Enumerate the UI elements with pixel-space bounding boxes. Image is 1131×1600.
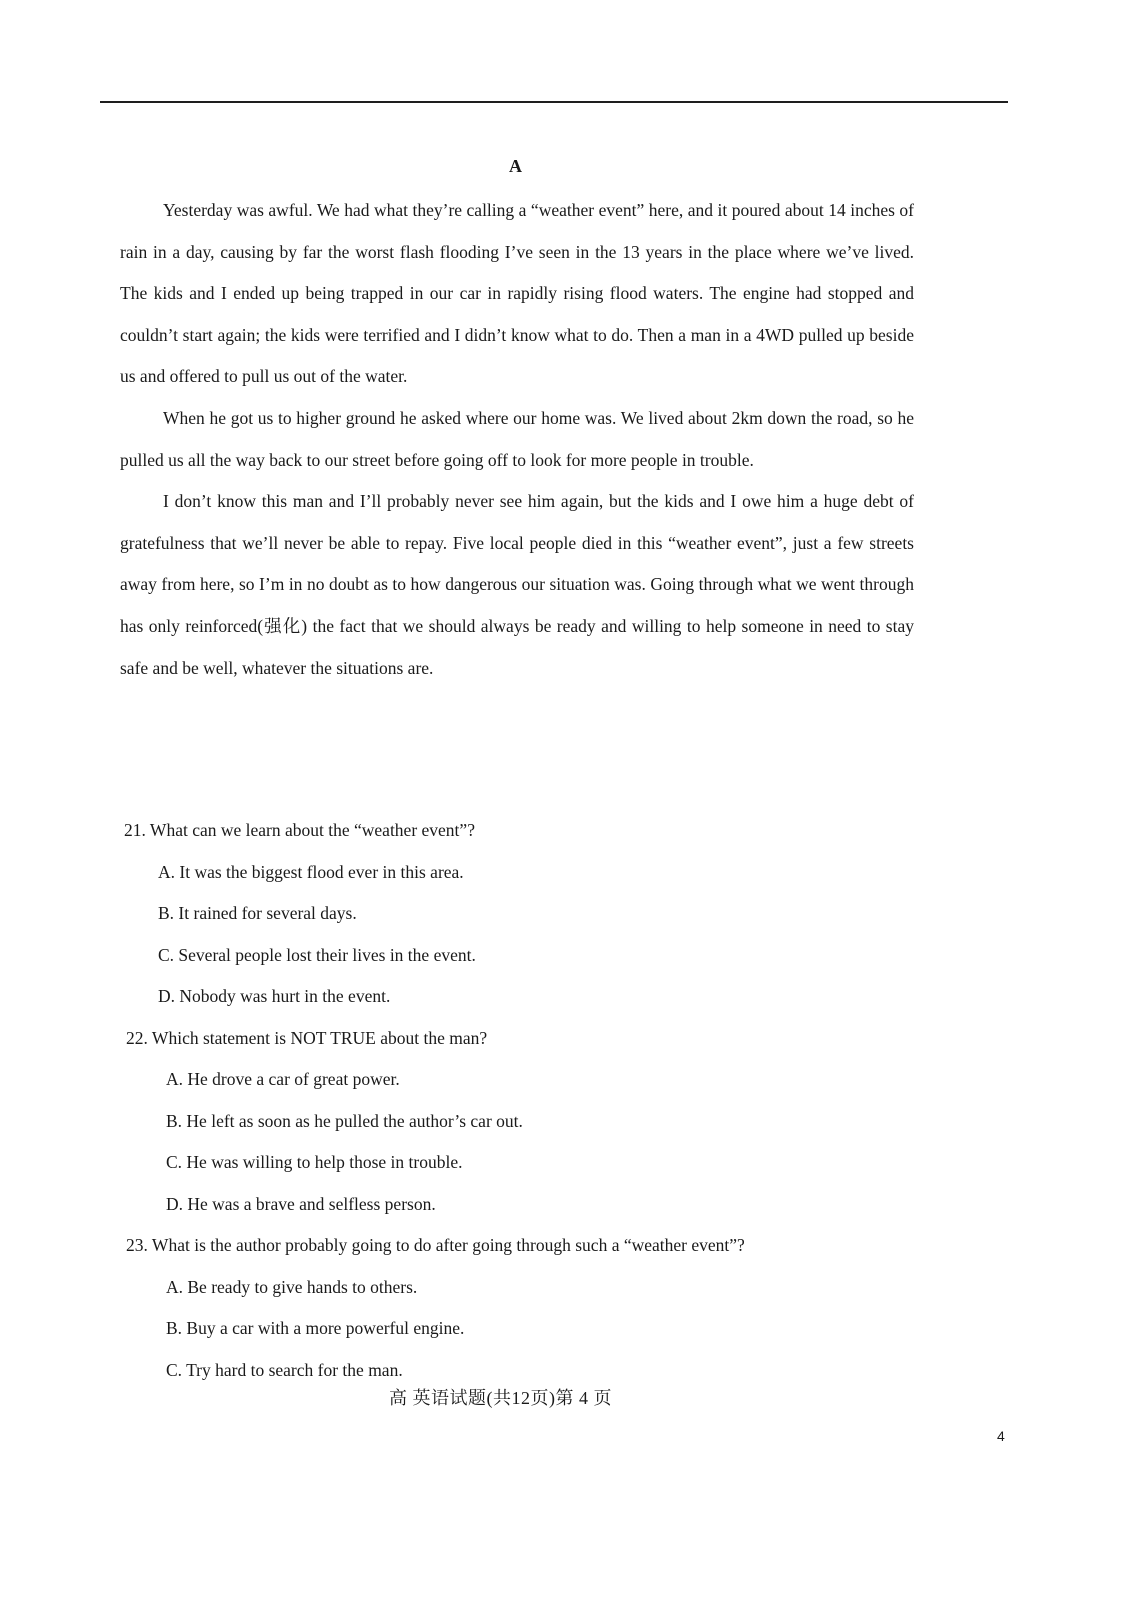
page-footer: 高 英语试题(共12页)第 4 页: [389, 1388, 612, 1408]
reading-passage: [120, 190, 914, 689]
option-list: [126, 1267, 914, 1392]
passage-paragraph: When he got us to higher ground he asked where our home was. We lived about 2km down the road, so he pulled us all the way back to our street before going off to look for more people in trouble.: [120, 407, 914, 470]
option-c: C. Several people lost their lives in the event.: [158, 944, 476, 965]
question-23: [124, 1225, 914, 1391]
option-b: B. He left as soon as he pulled the author’s car out.: [166, 1110, 523, 1131]
option-a: A. He drove a car of great power.: [166, 1069, 400, 1089]
option-d: D. He was a brave and selfless person.: [166, 1193, 436, 1214]
question-stem: 22. Which statement is NOT TRUE about the man?: [126, 1027, 488, 1048]
option-c: C. He was willing to help those in trouble.: [166, 1152, 463, 1172]
option-c: C. Try hard to search for the man.: [166, 1359, 403, 1380]
option-b: B. Buy a car with a more powerful engine.: [166, 1318, 465, 1338]
passage-paragraph: I don’t know this man and I’ll probably never see him again, but the kids and I owe him a huge debt of gratefulness that we’ll never be able to repay. Five local people died in this “weather event”, just a few streets away from here, so I’m in no doubt as to how dangerous our situation was. Going through what we went through has only reinforced(强化) the fact that we should always be ready and willing to help someone in need to stay safe and be well, whatever the situations are.: [120, 491, 914, 678]
question-stem: 23. What is the author probably going to do after going through such a “weather event”?: [126, 1235, 745, 1255]
section-title: A: [509, 156, 522, 176]
option-a: A. Be ready to give hands to others.: [166, 1276, 418, 1297]
question-stem: 21. What can we learn about the “weather event”?: [124, 820, 475, 840]
passage-paragraph: Yesterday was awful. We had what they’re calling a “weather event” here, and it poured about 14 inches of rain in a day, causing by far the worst flash flooding I’ve seen in the 13 years in the place where we’ve lived. The kids and I ended up being trapped in our car in rapidly rising flood waters. The engine had stopped and couldn’t start again; the kids were terrified and I didn’t know what to do. Then a man in a 4WD pulled up beside us and offered to pull us out of the water.: [120, 200, 914, 387]
page-number: 4: [997, 1428, 1005, 1444]
option-d: D. Nobody was hurt in the event.: [158, 986, 391, 1006]
option-list: [126, 1059, 914, 1225]
option-list: [124, 852, 914, 1018]
option-b: B. It rained for several days.: [158, 903, 357, 923]
question-21: [124, 810, 914, 1018]
question-22: [124, 1018, 914, 1226]
top-rule: [100, 101, 1008, 103]
option-a: A. It was the biggest flood ever in this area.: [158, 861, 464, 882]
question-list: [124, 810, 914, 1391]
